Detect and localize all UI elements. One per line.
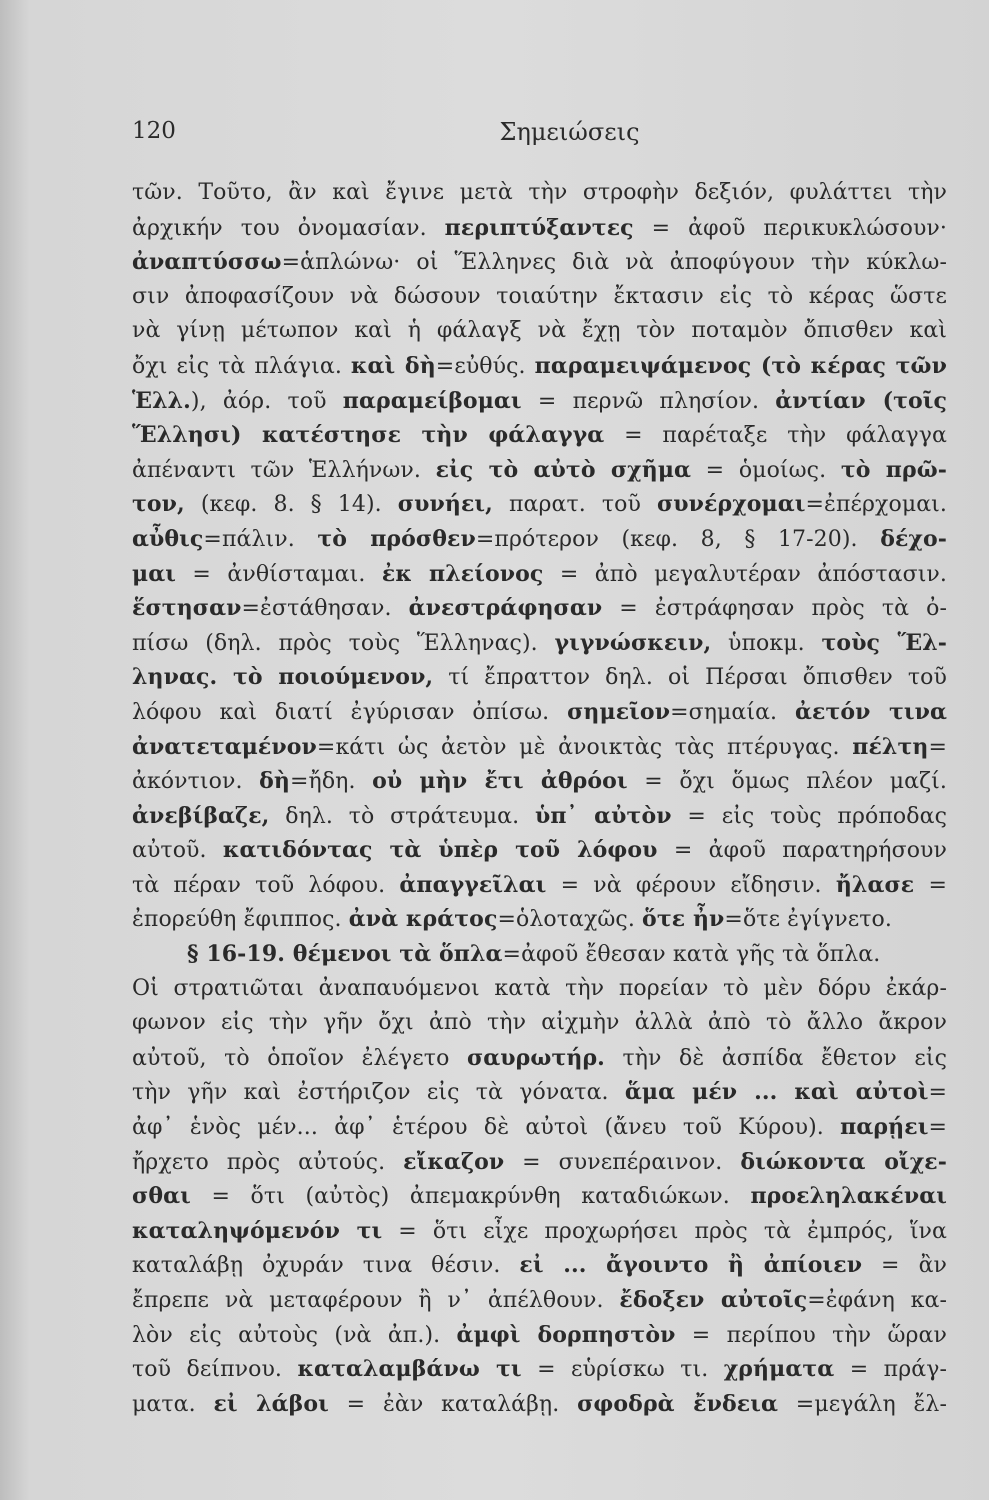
text-line: νὰ γίνῃ μέτωπον καὶ ἡ φάλαγξ νὰ ἔχῃ τὸν ποταμὸν ὄπισθεν καὶ	[132, 318, 947, 344]
page-header	[132, 118, 947, 152]
text-line: φωνον εἰς τὴν γῆν ὄχι ἀπὸ τὴν αἰχμὴν ἀλλὰ ἀπὸ τὸ ἄλλο ἄκρον	[132, 1010, 947, 1036]
text-line: τὴν γῆν καὶ ἐστήριζον εἰς τὰ γόνατα. ἅμα μέν ... καὶ αὐτοὶ=	[132, 1079, 947, 1106]
text-line: τὰ πέραν τοῦ λόφου. ἀπαγγεῖλαι = νὰ φέρουν εἴδησιν. ἤλασε =	[132, 871, 947, 898]
text-line: σιν ἀποφασίζουν νὰ δώσουν τοιαύτην ἔκτασιν εἰς τὸ κέρας ὥστε	[132, 283, 947, 309]
text-line: μαι = ἀνθίσταμαι. ἐκ πλείονος = ἀπὸ μεγαλυτέραν ἀπόστασιν.	[132, 560, 947, 587]
text-line: αὖθις=πάλιν. τὸ πρόσθεν=πρότερον (κεφ. 8, § 17-20). δέχο-	[132, 525, 947, 552]
text-line: τοῦ δείπνου. καταλαμβάνω τι = εὑρίσκω τι. χρήματα = πράγ-	[132, 1356, 947, 1383]
text-line: ἐπορεύθη ἔφιππος. ἀνὰ κράτος=ὁλοταχῶς. ὅτε ἦν=ὅτε ἐγίγνετο.	[132, 906, 892, 933]
text-line: σθαι = ὅτι (αὐτὸς) ἀπεμακρύνθη καταδιώκων. προεληλακέναι	[132, 1183, 947, 1210]
page-number: 120	[132, 118, 176, 144]
text-line: ἀκόντιον. δὴ=ἤδη. οὐ μὴν ἔτι ἀθρόοι = ὄχι ὅμως πλέον μαζί.	[132, 768, 947, 795]
text-line: § 16-19. θέμενοι τὰ ὅπλα=ἀφοῦ ἔθεσαν κατὰ γῆς τὰ ὅπλα.	[187, 941, 881, 968]
text-line: καταληψόμενόν τι = ὅτι εἶχε προχωρήσει πρὸς τὰ ἐμπρός, ἵνα	[132, 1217, 947, 1244]
text-line: ἀναπτύσσω=ἁπλώνω· οἱ Ἕλληνες διὰ νὰ ἀποφύγουν τὴν κύκλω-	[132, 249, 947, 276]
text-line: ματα. εἰ λάβοι = ἐὰν καταλάβῃ. σφοδρὰ ἔνδεια =μεγάλη ἔλ-	[132, 1390, 947, 1417]
text-line: ἀφ᾿ ἑνὸς μέν... ἀφ᾿ ἑτέρου δὲ αὐτοὶ (ἄνευ τοῦ Κύρου). παρῄει=	[132, 1114, 947, 1141]
text-line: ὄχι εἰς τὰ πλάγια. καὶ δὴ=εὐθύς. παραμειψάμενος (τὸ κέρας τῶν	[132, 352, 947, 379]
text-line: ἔπρεπε νὰ μεταφέρουν ἢ ν᾿ ἀπέλθουν. ἔδοξεν αὐτοῖς=ἐφάνη κα-	[132, 1287, 947, 1313]
text-line: ἀνεβίβαζε, δηλ. τὸ στράτευμα. ὑπ᾿ αὐτὸν = εἰς τοὺς πρόποδας	[132, 802, 947, 829]
text-line: πίσω (δηλ. πρὸς τοὺς Ἕλληνας). γιγνώσκειν, ὑποκμ. τοὺς Ἕλ-	[132, 629, 947, 656]
text-line: ἀρχικήν του ὀνομασίαν. περιπτύξαντες = ἀφοῦ περικυκλώσουν·	[132, 214, 947, 241]
text-line: αὐτοῦ. κατιδόντας τὰ ὑπὲρ τοῦ λόφου = ἀφοῦ παρατηρήσουν	[132, 837, 947, 864]
text-line: ἀνατεταμένον=κάτι ὡς ἀετὸν μὲ ἀνοικτὰς τὰς πτέρυγας. πέλτη=	[132, 733, 947, 760]
text-line: λόφου καὶ διατί ἐγύρισαν ὀπίσω. σημεῖον=σημαία. ἀετόν τινα	[132, 698, 947, 725]
text-line: ἕστησαν=ἐστάθησαν. ἀνεστράφησαν = ἐστράφησαν πρὸς τὰ ὀ-	[132, 595, 947, 622]
text-line: αὐτοῦ, τὸ ὁποῖον ἐλέγετο σαυρωτήρ. τὴν δὲ ἀσπίδα ἔθετον εἰς	[132, 1044, 947, 1071]
text-line: ληνας. τὸ ποιούμενον, τί ἔπραττον δηλ. οἱ Πέρσαι ὄπισθεν τοῦ	[132, 664, 947, 691]
text-line: ἀπέναντι τῶν Ἑλλήνων. εἰς τὸ αὐτὸ σχῆμα = ὁμοίως. τὸ πρῶ-	[132, 456, 947, 483]
running-title: Σημειώσεις	[499, 118, 640, 146]
text-line: τον, (κεφ. 8. § 14). συνήει, παρατ. τοῦ συνέρχομαι=ἐπέρχομαι.	[132, 491, 947, 518]
text-line: Οἱ στρατιῶται ἀναπαυόμενοι κατὰ τὴν πορείαν τὸ μὲν δόρυ ἐκάρ-	[132, 975, 947, 1001]
text-line: λὸν εἰς αὐτοὺς (νὰ ἀπ.). ἀμφὶ δορπηστὸν = περίπου τὴν ὥραν	[132, 1321, 947, 1348]
text-line: Ἑλλ.), ἀόρ. τοῦ παραμείβομαι = περνῶ πλησίον. ἀντίαν (τοῖς	[132, 387, 947, 414]
text-line: τῶν. Τοῦτο, ἂν καὶ ἔγινε μετὰ τὴν στροφὴν δεξιόν, φυλάττει τὴν	[132, 180, 947, 205]
notes-body	[132, 176, 947, 1421]
text-line: καταλάβῃ ὀχυράν τινα θέσιν. εἰ ... ἄγοιντο ἢ ἀπίοιεν = ἂν	[132, 1252, 947, 1279]
text-line: Ἕλλησι) κατέστησε τὴν φάλαγγα = παρέταξε τὴν φάλαγγα	[132, 422, 947, 449]
text-line: ἤρχετο πρὸς αὐτούς. εἴκαζον = συνεπέραινον. διώκοντα οἴχε-	[132, 1148, 947, 1175]
